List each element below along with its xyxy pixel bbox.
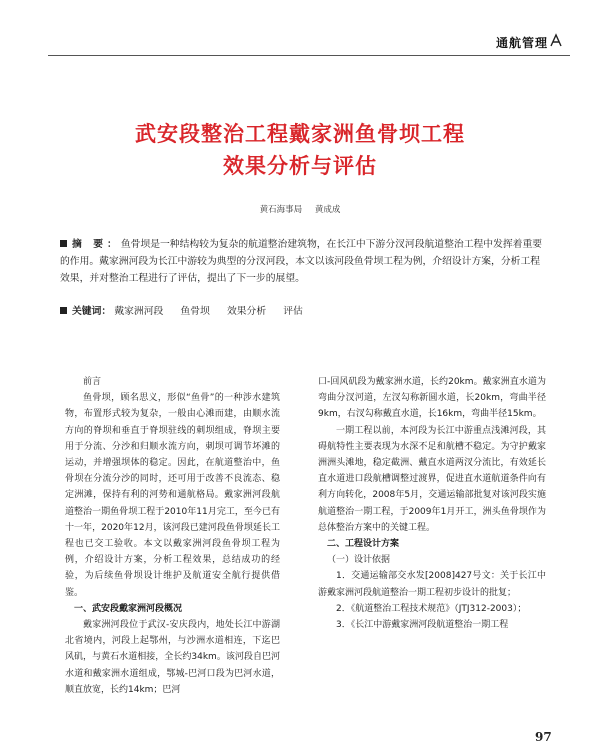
- square-bullet-icon: [60, 307, 67, 314]
- intro-paragraph: 鱼骨坝，顾名思义，形似“鱼骨”的一种涉水建筑物，布置形式较为复杂，一般由心滩而建，由顺水流方向的脊坝和垂直于脊坝驻线的刺坝组成，脊坝主要用于分流、分沙和归顺水流方向，刺坝可调节坏滩的运动，并增强坝体的稳定。因此，在航道整治中，鱼骨坝在分流分沙的同时，还可用于改善不良流态、稳定洲滩，保持有利的河势和通航格局。戴家洲河段航道整治一期鱼骨坝工程于2010年11月完工，至今已有十一年，2020年12月，该河段已建河段鱼骨坝延长工程也已交工验收。本文以戴家洲河段鱼骨坝工程为例，介绍设计方案，分析工程效果，总结成功的经验，为后续鱼骨坝设计维护及航道安全航行提供借鉴。: [65, 393, 280, 598]
- overview-paragraph: 戴家洲河段位于武汉-安庆段内，地处长江中游湖北省境内，河段上起鄂州，与沙洲水道相连，下迄巴风矶，与黄石水道相接，全长约34km。该河段自巴河水道和戴家洲水道组成，鄂城-巴河口段为巴河水道，顺直放宽，长约14km；巴河: [65, 620, 280, 695]
- reference-item: 3．《长江中游戴家洲河段航道整治一期工程: [336, 620, 509, 631]
- intro-heading: 前言: [83, 377, 102, 387]
- author-line: [0, 203, 600, 215]
- section-tag: 通航管理: [495, 36, 548, 50]
- reference-item: 1．交通运输部交水发[2008]427号文：关于长江中游戴家洲河段航道整治一期工程初步设计的批复；: [318, 571, 546, 598]
- phase-one-paragraph: 一期工程以前，本河段为长江中游重点浅滩河段，其碍航特性主要表现为水深不足和航槽不稳定。为守护戴家洲洲头滩地，稳定截洲、戴直水道两汊分流比，有效延长直水道进口段航槽调整过渡界，促进直水道航道条件向有利方向转化，2008年5月，交通运输部批复对该河段实施航道整治一期工程，于2009年1月开工，洲头鱼骨坝作为总体整治方案中的关键工程。: [318, 425, 546, 533]
- article-title-line1: 武安段整治工程戴家洲鱼骨坝工程: [135, 122, 465, 146]
- keywords: [60, 303, 544, 320]
- abstract: [60, 236, 544, 287]
- keyword-term: 鱼骨坝: [180, 306, 210, 317]
- body-column-left: [65, 374, 280, 698]
- keyword-term: 评估: [283, 306, 303, 317]
- keyword-term: 效果分析: [226, 306, 267, 317]
- overview-continued: 口-回风矶段为戴家洲水道，长约20km。戴家洲直水道为弯曲分汊河道，左汊勾称新圆水道，长20km，弯曲半径9km，右汊勾称戴直水道，长16km，弯曲半径15km。: [318, 377, 546, 420]
- reference-item: 2．《航道整治工程技术规范》（JTJ312-2003）；: [336, 603, 527, 614]
- article-title-line2: 效果分析与评估: [223, 154, 377, 178]
- keywords-label: 关键词：: [72, 306, 112, 317]
- section-heading-2: 二、工程设计方案: [327, 539, 400, 550]
- section-heading-1: 一、武安段戴家洲河段概况: [74, 603, 183, 614]
- body-column-right: [318, 374, 546, 633]
- author-name: 黄成成: [314, 205, 341, 215]
- header-divider: [48, 55, 570, 56]
- square-bullet-icon: [60, 240, 67, 247]
- page-header: [0, 0, 600, 60]
- page-number: 97: [535, 730, 552, 744]
- pen-nib-icon: [550, 33, 562, 47]
- abstract-text: 鱼骨坝是一种结构较为复杂的航道整治建筑物，在长江中下游分汊河段航道整治工程中发挥着重要的作用。戴家洲河段为长江中游较为典型的分汊河段，本文以该河段鱼骨坝工程为例，介绍设计方案，分析工程效果，并对整治工程进行了评估，提出了下一步的展望。: [60, 239, 543, 284]
- keyword-term: 戴家洲河段: [114, 306, 164, 317]
- author-organization: 黄石海事局: [259, 205, 303, 215]
- abstract-label: 摘 要：: [72, 239, 121, 250]
- subsection-heading: （一）设计依据: [327, 555, 391, 566]
